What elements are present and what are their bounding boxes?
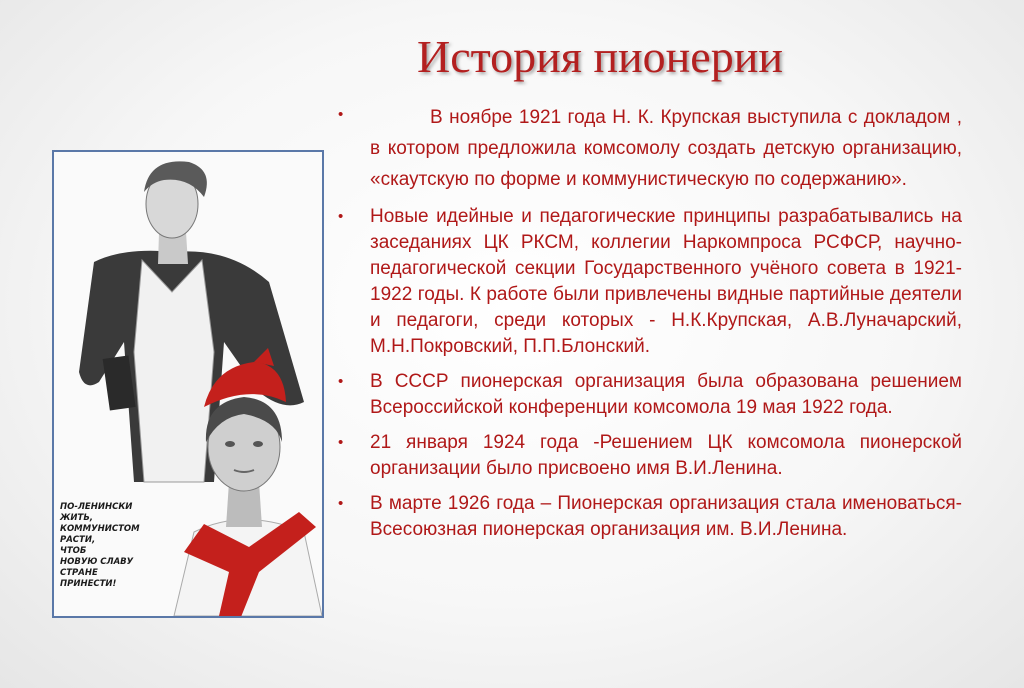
bullet-item <box>338 491 962 543</box>
bullet-item <box>338 102 962 195</box>
poster-slogan-line: КОММУНИСТОМ <box>60 524 140 534</box>
bullet-glyph: • <box>338 208 344 225</box>
bullet-list <box>338 102 962 552</box>
bullet-glyph: • <box>338 106 344 123</box>
poster-slogan-line: ЧТОБ <box>60 546 87 556</box>
pioneer-poster-image <box>52 150 324 618</box>
poster-slogan-line: РАСТИ, <box>60 535 96 545</box>
bullet-text: В СССР пионерская организация была образована решением Всероссийской конференции комсомола 19 мая 1922 года. <box>370 371 962 418</box>
slide-title: История пионерии <box>417 31 783 82</box>
bullet-text: В марте 1926 года – Пионерская организация стала именоваться- Всесоюзная пионерская организация им. В.И.Ленина. <box>370 493 962 540</box>
poster-slogan-line: ПО-ЛЕНИНСКИ <box>60 502 133 512</box>
bullet-text: В ноябре 1921 года Н. К. Крупская выступила с докладом , в котором предложила комсомолу создать детскую организацию, «скаутскую по форме и коммунистическую по содержанию». <box>370 107 962 190</box>
bullet-glyph: • <box>338 373 344 390</box>
bullet-glyph: • <box>338 495 344 512</box>
poster-slogan-line: ЖИТЬ, <box>60 513 94 523</box>
poster-slogan-line: СТРАНЕ <box>60 568 98 578</box>
bullet-glyph: • <box>338 434 344 451</box>
poster-slogan-line: ПРИНЕСТИ! <box>60 579 117 589</box>
bullet-item <box>338 204 962 360</box>
poster-slogan <box>60 502 168 590</box>
poster-slogan-line: НОВУЮ СЛАВУ <box>60 557 134 567</box>
bullet-text: 21 января 1924 года -Решением ЦК комсомола пионерской организации было присвоено имя В.И.Ленина. <box>370 432 962 479</box>
bullet-item <box>338 369 962 421</box>
bullet-item <box>338 430 962 482</box>
bullet-text: Новые идейные и педагогические принципы разрабатывались на заседаниях ЦК РКСМ, коллегии Наркомпроса РСФСР, научно-педагогической секции Государственного учёного совета в 1921-1922 годы. К работе были привлечены видные партийные деятели и педагоги, среди которых - Н.К.Крупская, А.В.Луначарский, М.Н.Покровский, П.П.Блонский. <box>370 206 962 357</box>
